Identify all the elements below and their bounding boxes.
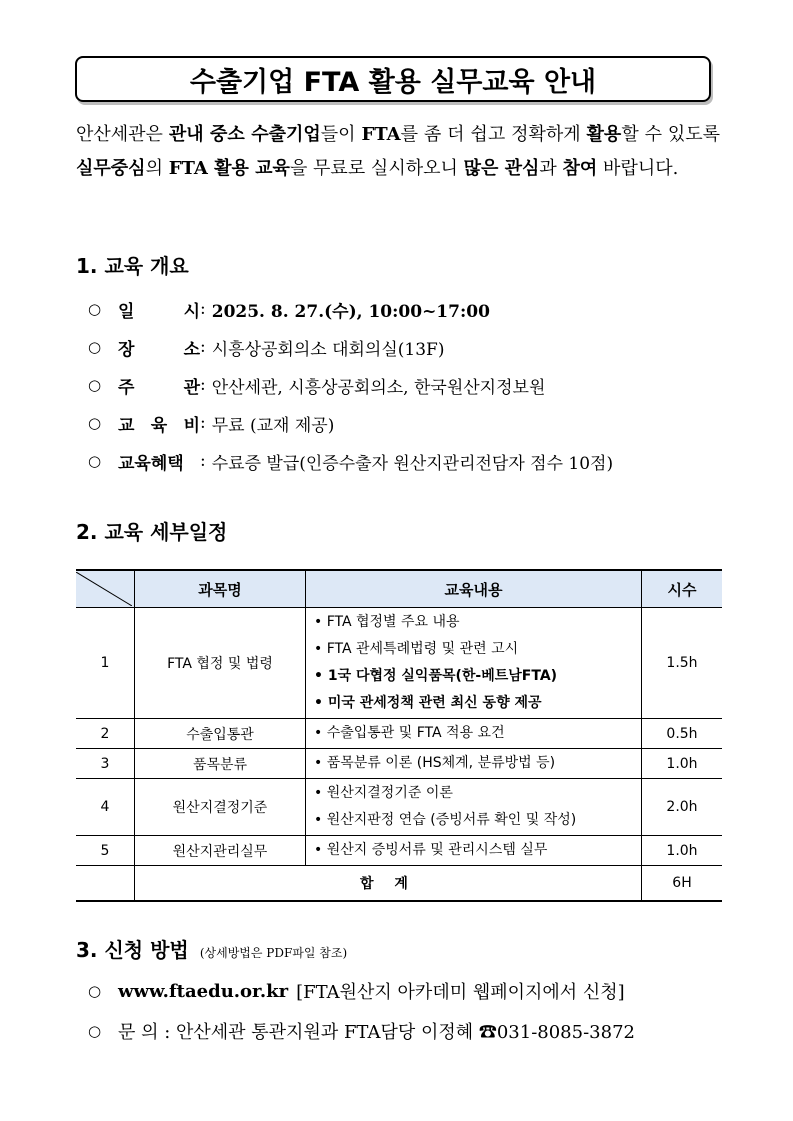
course-name: 품목분류 xyxy=(135,749,306,779)
overview-value: 시흥상공회의소 대회의실(13F) xyxy=(211,339,445,360)
overview-item-benefit xyxy=(88,442,728,480)
table-total-row xyxy=(76,866,722,902)
total-empty-cell xyxy=(76,866,135,902)
table-row xyxy=(76,779,722,836)
course-content xyxy=(306,779,642,836)
intro-text: 바랍니다. xyxy=(597,158,679,179)
circle-bullet-icon: ○ xyxy=(88,338,102,356)
overview-label: 교육혜택 xyxy=(118,453,184,474)
contact-text: 문 의 : 안산세관 통관지원과 FTA담당 이정혜 ☎031-8085-3872 xyxy=(118,1022,635,1043)
content-line: • 원산지 증빙서류 및 관리시스템 실무 xyxy=(314,842,548,858)
row-number: 3 xyxy=(76,749,135,779)
table-header-row xyxy=(76,570,722,608)
intro-text: 들이 xyxy=(320,124,362,145)
overview-label: 주 관 xyxy=(118,377,200,398)
course-hours: 1.5h xyxy=(642,608,723,719)
section2-heading: 2. 교육 세부일정 xyxy=(76,520,228,544)
circle-bullet-icon: ○ xyxy=(88,452,102,470)
overview-colon: : xyxy=(200,299,206,319)
row-number: 1 xyxy=(76,608,135,719)
document-title xyxy=(75,56,711,102)
circle-bullet-icon: ○ xyxy=(88,982,102,1000)
intro-text: 안산세관은 xyxy=(76,124,169,145)
course-hours: 1.0h xyxy=(642,836,723,866)
overview-value: 수료증 발급(인증수출자 원산지관리전담자 점수 10점) xyxy=(211,453,614,474)
section3-heading: 3. 신청 방법 xyxy=(76,938,189,962)
section3-note: (상세방법은 PDF파일 참조) xyxy=(199,946,348,960)
table-row xyxy=(76,749,722,779)
schedule-table xyxy=(76,569,722,902)
content-line: • 품목분류 이론 (HS체계, 분류방법 등) xyxy=(314,755,556,771)
content-line: • 원산지판정 연습 (증빙서류 확인 및 작성) xyxy=(314,812,577,828)
intro-text: 를 좀 더 쉽고 정확하게 xyxy=(400,124,587,145)
intro-bold: 실무중심 xyxy=(76,158,146,179)
intro-bold: FTA xyxy=(361,124,401,145)
intro-bold: 많은 관심 xyxy=(463,158,540,179)
circle-bullet-icon: ○ xyxy=(88,300,102,318)
course-content xyxy=(306,719,642,749)
column-header: 과목명 xyxy=(135,570,306,608)
intro-bold: 활용 xyxy=(586,124,622,145)
overview-item-host xyxy=(88,366,728,404)
section3-heading-row xyxy=(76,934,347,963)
section1-heading: 1. 교육 개요 xyxy=(76,254,189,278)
overview-value: 2025. 8. 27.(수), 10:00~17:00 xyxy=(211,301,490,322)
course-hours: 1.0h xyxy=(642,749,723,779)
overview-colon: : xyxy=(200,375,206,395)
course-name: 수출입통관 xyxy=(135,719,306,749)
intro-text: 과 xyxy=(539,158,563,179)
course-hours: 0.5h xyxy=(642,719,723,749)
table-row xyxy=(76,719,722,749)
total-hours: 6H xyxy=(642,866,723,902)
course-hours: 2.0h xyxy=(642,779,723,836)
document-title-text: 수출기업 FTA 활용 실무교육 안내 xyxy=(189,66,597,98)
diagonal-line-icon xyxy=(76,572,132,606)
apply-item-website xyxy=(88,978,728,1004)
intro-bold: FTA 활용 교육 xyxy=(168,158,290,179)
course-name: 원산지결정기준 xyxy=(135,779,306,836)
column-header: 교육내용 xyxy=(306,570,642,608)
course-name: FTA 협정 및 법령 xyxy=(135,608,306,719)
intro-text: 을 무료로 실시하오니 xyxy=(289,158,464,179)
website-link[interactable]: www.ftaedu.or.kr xyxy=(118,980,289,1002)
content-line: • 수출입통관 및 FTA 적용 요건 xyxy=(314,725,505,741)
intro-text: 의 xyxy=(145,158,169,179)
circle-bullet-icon: ○ xyxy=(88,1022,102,1040)
course-name: 원산지관리실무 xyxy=(135,836,306,866)
table-row xyxy=(76,608,722,719)
content-line: • FTA 관세특례법령 및 관련 고시 xyxy=(314,641,519,657)
overview-colon: : xyxy=(200,413,206,433)
overview-item-place xyxy=(88,328,728,366)
overview-value: 무료 (교재 제공) xyxy=(211,415,335,436)
apply-item-contact xyxy=(88,1018,728,1044)
content-line: • 1국 다협정 실익품목(한-베트남FTA) xyxy=(314,668,558,684)
row-number: 5 xyxy=(76,836,135,866)
intro-bold: 관내 중소 수출기업 xyxy=(168,124,321,145)
content-line: • 미국 관세정책 관련 최신 동향 제공 xyxy=(314,695,542,711)
content-line: • 원산지결정기준 이론 xyxy=(314,785,453,801)
diagonal-header-cell xyxy=(76,570,135,608)
course-content xyxy=(306,608,642,719)
course-content xyxy=(306,749,642,779)
content-line: • FTA 협정별 주요 내용 xyxy=(314,614,460,630)
course-content xyxy=(306,836,642,866)
overview-colon: : xyxy=(200,337,206,357)
website-description: [FTA원산지 아카데미 웹페이지에서 신청] xyxy=(296,982,625,1003)
intro-paragraph xyxy=(76,118,720,186)
overview-list xyxy=(88,290,728,480)
column-header: 시수 xyxy=(642,570,723,608)
intro-bold: 참여 xyxy=(562,158,598,179)
table-row xyxy=(76,836,722,866)
overview-label: 장 소 xyxy=(118,339,200,360)
overview-label: 교 육 비 xyxy=(118,415,200,436)
circle-bullet-icon: ○ xyxy=(88,376,102,394)
overview-colon: : xyxy=(200,451,206,471)
circle-bullet-icon: ○ xyxy=(88,414,102,432)
row-number: 2 xyxy=(76,719,135,749)
overview-value: 안산세관, 시흥상공회의소, 한국원산지정보원 xyxy=(211,377,546,398)
overview-label: 일 시 xyxy=(118,301,200,322)
row-number: 4 xyxy=(76,779,135,836)
overview-item-fee xyxy=(88,404,728,442)
overview-item-date xyxy=(88,290,728,328)
intro-text: 할 수 있도록 xyxy=(621,124,721,145)
total-label: 합 계 xyxy=(135,866,642,902)
